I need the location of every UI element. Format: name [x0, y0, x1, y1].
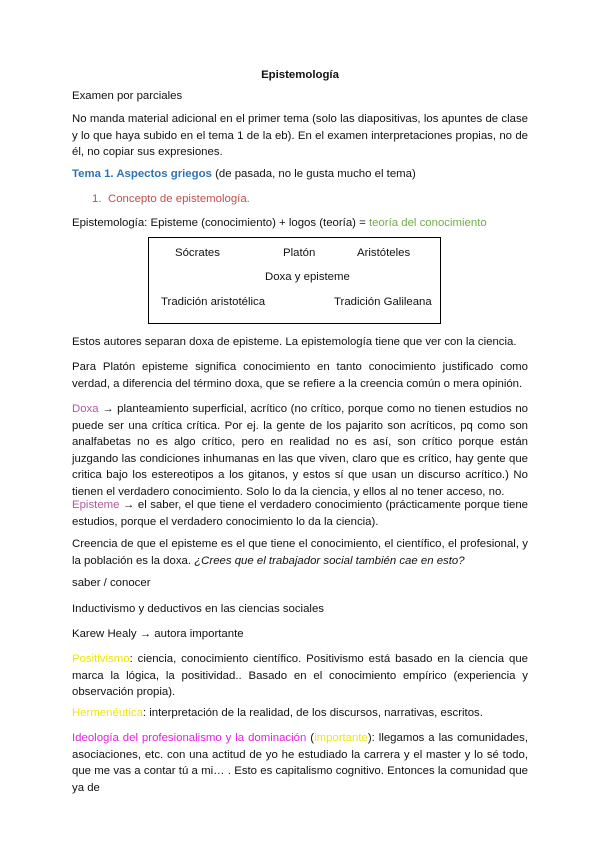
episteme-paragraph [72, 497, 528, 530]
doxa-paragraph [72, 401, 528, 500]
box-trad-galileana: Tradición Galileana [334, 296, 432, 308]
box-platon: Platón [283, 247, 316, 259]
definition-text: Epistemología: Episteme (conocimiento) + logos (teoría) = [72, 217, 369, 229]
hermeneutica-text: : interpretación de la realidad, de los discursos, narrativas, escritos. [142, 707, 483, 719]
episteme-term: Episteme [72, 499, 120, 511]
positivismo-term: Positivismo [72, 653, 130, 665]
hermeneutica-term: Hermenéutica [72, 707, 143, 719]
tema-title: Tema 1. Aspectos griegos [72, 168, 212, 180]
intro-paragraph: No manda material adicional en el primer tema (solo las diapositivas, los apuntes de clase y lo que haya subido en el tema 1 de la eb). En el examen interpretaciones propias, no de él, no copiar sus expresiones. [72, 113, 528, 158]
hermeneutica-paragraph [72, 705, 528, 722]
list-item-label: Concepto de epistemología. [108, 193, 250, 205]
box-socrates: Sócrates [175, 247, 220, 259]
saber-line: saber / conocer [72, 577, 151, 589]
definition-highlight: teoría del conocimiento [368, 217, 487, 229]
tema-note: (de pasada, no le gusta mucho el tema) [211, 168, 416, 180]
ideologia-open: ( [306, 732, 315, 744]
definition-paragraph [72, 215, 528, 232]
autores-paragraph: Estos autores separan doxa de episteme. La epistemología tiene que ver con la ciencia. [72, 336, 517, 348]
creencia-paragraph [72, 536, 528, 569]
episteme-text: → el saber, el que tiene el verdadero conocimiento (prácticamente porque tiene estudios, porque el verdadero conocimiento lo da la ciencia). [72, 499, 528, 528]
ideologia-term: Ideología del profesionalismo y la dominación [72, 732, 307, 744]
list-number: 1. [92, 193, 102, 205]
box-aristoteles: Aristóteles [357, 247, 411, 259]
doxa-text: → planteamiento superficial, acrítico (no crítico, porque como no tienen estudios no puede ser una crítica crítica. Por ej. la gente de los pajarito son acríticos, pq como son analfabetas no es algo crítico, pero en realidad no es así, son crítico porque están juzgando las condiciones inhumanas en las que viven, claro que es crítico, hay gente que critica bajo los estereotipos a los gitanos, y estos sí que usan un discurso acrítico.) No tienen el verdadero conocimiento. Solo lo da la ciencia, y ellos al no tener acceso, no. [72, 403, 528, 498]
list-item-concepto [92, 191, 528, 208]
box-trad-aristotelica: Tradición aristotélica [161, 296, 266, 308]
karew-line: Karew Healy → autora importante [72, 628, 244, 640]
box-doxa: Doxa y episteme [265, 271, 350, 283]
page-title: Epistemología [261, 69, 339, 81]
ideologia-paragraph [72, 730, 528, 796]
inductivismo-line: Inductivismo y deductivos en las ciencias sociales [72, 603, 324, 615]
ideologia-text: ): llegamos a las comunidades, asociaciones, etc. con una actitud de yo he estudiado la carrera y el master y lo sé todo, que me vas a contar tú a mi… . Esto es capitalismo cognitivo. Entonces la comunidad que ya de [72, 732, 528, 794]
doxa-term: Doxa [72, 403, 99, 415]
ideologia-note: importante [314, 732, 368, 744]
creencia-text: Creencia de que el episteme es el que tiene el conocimiento, el científico, el profesional, y la población es la doxa. [72, 538, 528, 567]
authors-box [148, 237, 441, 324]
creencia-question: ¿Crees que el trabajador social también cae en esto? [194, 554, 465, 567]
subtitle: Examen por parciales [72, 90, 183, 102]
tema-heading [72, 166, 528, 183]
positivismo-text: : ciencia, conocimiento científico. Positivismo está basado en la ciencia que marca la lógica, la positividad.. Basado en el conocimiento empírico (experiencia y observación propia). [72, 653, 528, 698]
positivismo-paragraph [72, 651, 528, 701]
platon-paragraph: Para Platón episteme significa conocimiento en tanto conocimiento justificado como verdad, a diferencia del término doxa, que se refiere a la creencia común o mera opinión. [72, 361, 528, 390]
